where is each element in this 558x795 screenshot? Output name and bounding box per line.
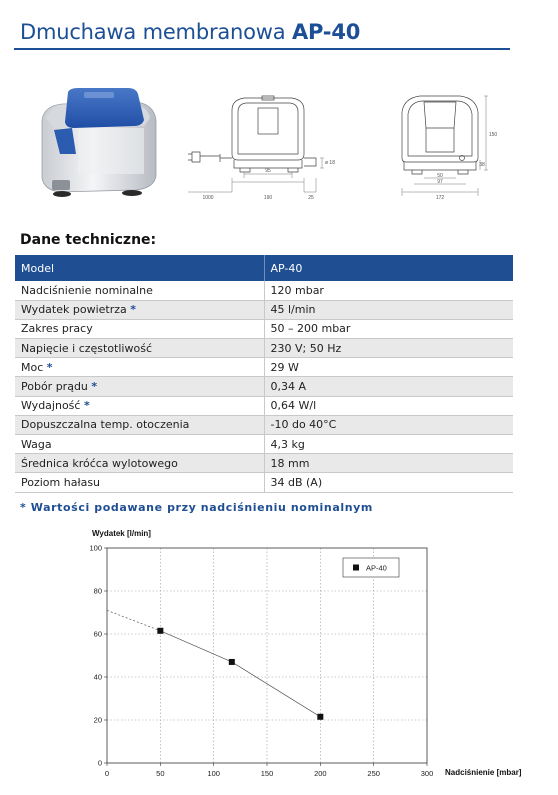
x-tick-label: 150 — [260, 769, 274, 778]
spec-label-cell — [15, 435, 264, 454]
spec-label-cell — [15, 339, 264, 358]
spec-label: Wydajność — [21, 399, 81, 413]
spec-row — [15, 435, 513, 454]
spec-label-cell — [15, 377, 264, 396]
spec-label: Zakres pracy — [21, 322, 93, 336]
legend-label: AP-40 — [366, 563, 387, 573]
dim-height: 150 — [488, 132, 498, 138]
x-tick-label: 50 — [156, 769, 165, 778]
spec-row — [15, 396, 513, 415]
series-line — [160, 631, 320, 717]
dim-feet: 95 — [265, 168, 271, 174]
y-axis-label: Wydatek [l/min] — [92, 529, 151, 538]
spec-label-cell — [15, 473, 264, 492]
y-tick-label: 60 — [93, 629, 102, 639]
header-label: Model — [15, 255, 264, 281]
footnote: * Wartości podawane przy nadciśnieniu nominalnym — [20, 501, 373, 514]
x-tick-label: 0 — [104, 769, 110, 778]
spec-row — [15, 454, 513, 473]
spec-label: Waga — [21, 437, 52, 451]
spec-value: 45 l/min — [264, 300, 513, 319]
data-point — [317, 714, 323, 720]
spec-value: 50 – 200 mbar — [264, 319, 513, 338]
x-tick-label: 250 — [367, 769, 380, 778]
spec-label: Pobór prądu — [21, 380, 88, 394]
header-value: AP-40 — [264, 255, 513, 281]
spec-row — [15, 339, 513, 358]
spec-value: 29 W — [264, 358, 513, 377]
product-photo — [32, 84, 164, 204]
spec-asterisk: * — [130, 303, 137, 317]
spec-row — [15, 358, 513, 377]
front-view-drawing — [180, 88, 350, 206]
spec-label: Wydatek powietrza — [21, 303, 127, 317]
spec-row — [15, 281, 513, 300]
spec-label-cell — [15, 319, 264, 338]
page-title — [20, 20, 360, 44]
spec-value: 120 mbar — [264, 281, 513, 300]
spec-value: 4,3 kg — [264, 435, 513, 454]
spec-label-cell — [15, 454, 264, 473]
dim-side-height: 38 — [479, 162, 485, 168]
spec-value: 34 dB (A) — [264, 473, 513, 492]
specs-heading: Dane techniczne: — [20, 232, 157, 248]
y-tick-label: 80 — [93, 586, 102, 596]
spec-label: Poziom hałasu — [21, 475, 101, 489]
dim-width: 190 — [263, 195, 273, 201]
title-regular: Dmuchawa membranowa — [20, 20, 286, 44]
spec-label-cell — [15, 300, 264, 319]
spec-label: Dopuszczalna temp. otoczenia — [21, 418, 190, 432]
spec-row — [15, 319, 513, 338]
spec-value: 230 V; 50 Hz — [264, 339, 513, 358]
y-tick-label: 20 — [93, 715, 102, 725]
spec-label: Napięcie i częstotliwość — [21, 341, 152, 355]
dim-right: 25 — [308, 195, 314, 201]
spec-value: 0,34 A — [264, 377, 513, 396]
spec-label-cell — [15, 396, 264, 415]
title-divider — [14, 48, 510, 50]
x-tick-label: 100 — [207, 769, 220, 778]
x-tick-label: 300 — [420, 769, 434, 778]
dim-cable: 1000 — [202, 195, 214, 201]
extrapolation-line — [107, 610, 160, 630]
spec-row — [15, 300, 513, 319]
spec-label: Moc — [21, 360, 44, 374]
x-tick-label: 200 — [314, 769, 327, 778]
x-axis-label: Nadciśnienie [mbar] — [445, 768, 522, 777]
data-point — [157, 628, 163, 634]
y-tick-label: 100 — [89, 543, 102, 553]
spec-label-cell — [15, 415, 264, 434]
spec-row — [15, 415, 513, 434]
spec-asterisk: * — [91, 380, 98, 394]
specs-header-row — [15, 255, 513, 281]
spec-value: -10 do 40°C — [264, 415, 513, 434]
spec-asterisk: * — [46, 360, 53, 374]
dim-depth: 172 — [435, 195, 445, 201]
dim-dia: ø 18 — [324, 160, 336, 166]
title-model: AP-40 — [291, 20, 361, 44]
spec-asterisk: * — [83, 399, 90, 413]
y-tick-label: 0 — [97, 758, 102, 768]
dim-feet-b: 97 — [437, 179, 443, 185]
spec-label-cell — [15, 358, 264, 377]
spec-label: Średnica króćca wylotowego — [21, 456, 178, 470]
specs-table — [15, 255, 513, 493]
data-point — [229, 659, 235, 665]
side-view-drawing — [390, 88, 500, 206]
spec-label-cell — [15, 281, 264, 300]
spec-label: Nadciśnienie nominalne — [21, 283, 153, 297]
flow-pressure-chart — [0, 520, 558, 795]
spec-row — [15, 473, 513, 492]
y-tick-label: 40 — [93, 672, 102, 682]
spec-value: 0,64 W/l — [264, 396, 513, 415]
legend-marker — [353, 565, 359, 571]
dim-feet-a: 50 — [437, 173, 443, 179]
spec-value: 18 mm — [264, 454, 513, 473]
spec-row — [15, 377, 513, 396]
